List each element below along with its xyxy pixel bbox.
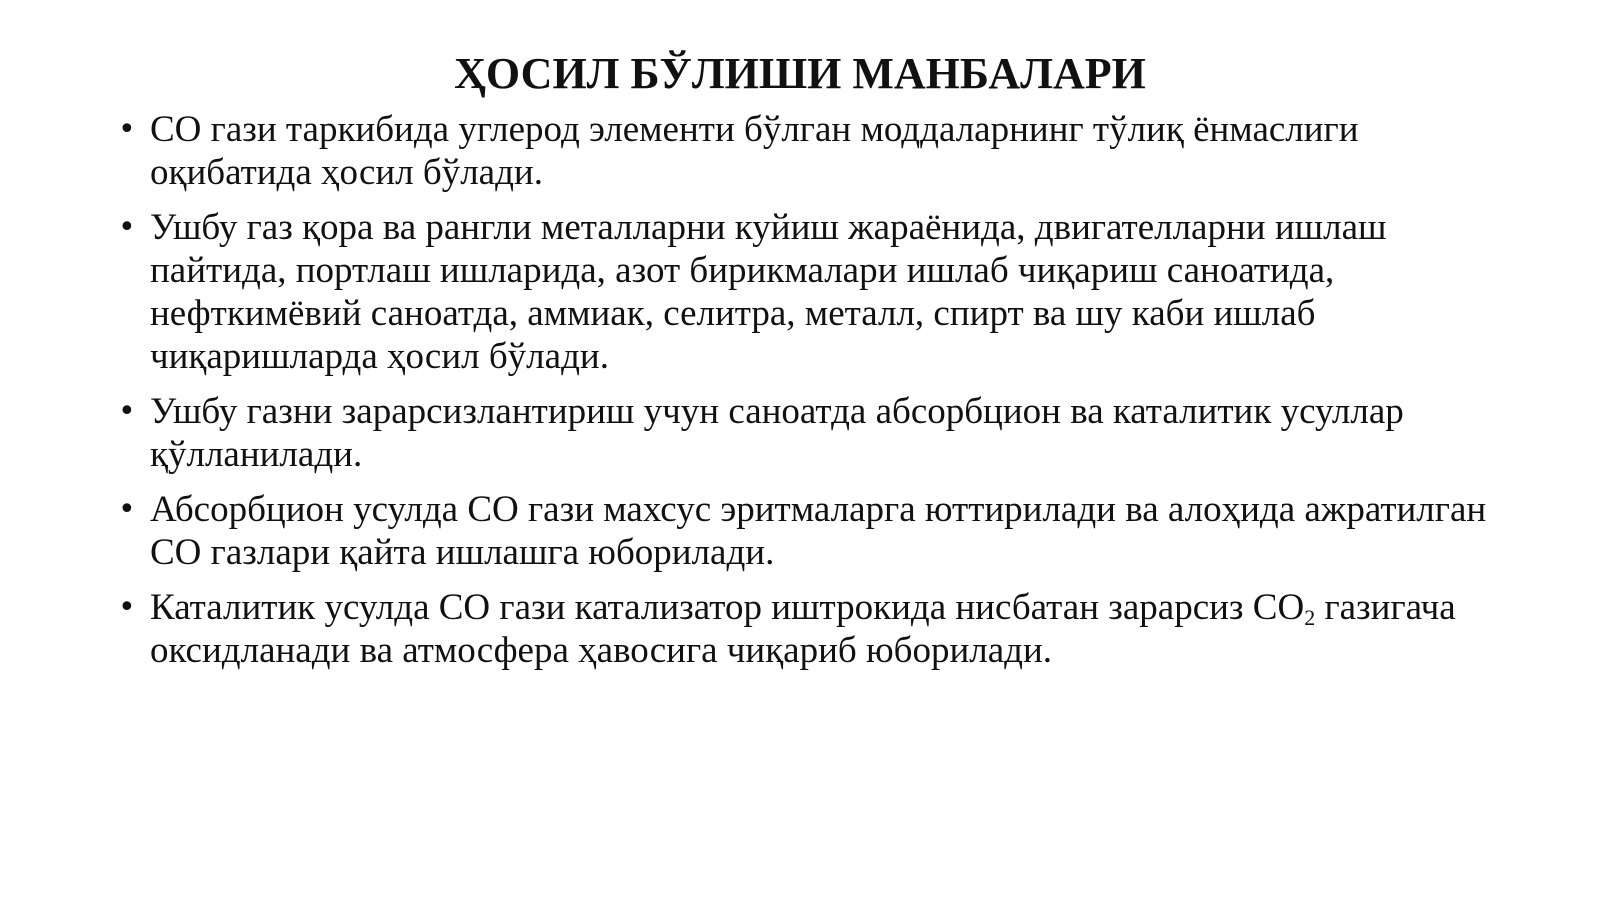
bullet-text: Ушбу газ қора ва рангли металларни куйиш жараёнида, двигателларни ишлаш пайтида, портлаш ишларида, азот бирикмалари ишлаб чиқариш саноатида, нефткимёвий саноатда, аммиак, селитра, металл, спирт ва шу каби ишлаб чиқаришларда ҳосил бўлади. (150, 207, 1387, 377)
list-item (118, 586, 1510, 672)
bullet-text (150, 586, 1510, 672)
list-item (118, 108, 1510, 194)
bullet-text-part: Каталитик усулда CO гази катализатор иштрокида нисбатан зарарсиз CO (150, 587, 1305, 628)
bullet-icon: • (118, 590, 136, 625)
bullet-icon: • (118, 210, 136, 245)
bullet-list (118, 108, 1510, 684)
list-item (118, 206, 1510, 378)
bullet-icon: • (118, 394, 136, 429)
bullet-text-part: газигача оксидланади ва атмосфера ҳавосига чиқариб юборилади. (150, 587, 1456, 671)
list-item (118, 488, 1510, 574)
bullet-icon: • (118, 112, 136, 147)
bullet-text: CO гази таркибида углерод элементи бўлган моддаларнинг тўлиқ ёнмаслиги оқибатида ҳосил бўлади. (150, 109, 1359, 193)
bullet-text: Ушбу газни зарарсизлантириш учун саноатда абсорбцион ва каталитик усуллар қўлланилади. (150, 391, 1404, 475)
subscript-two: 2 (1304, 605, 1316, 630)
bullet-icon: • (118, 492, 136, 527)
bullet-text: Абсорбцион усулда CO гази махсус эритмаларга юттирилади ва алоҳида ажратилган CO газлари қайта ишлашга юборилади. (150, 489, 1487, 573)
slide-title: ҲОСИЛ БЎЛИШИ МАНБАЛАРИ (454, 49, 1146, 98)
list-item (118, 390, 1510, 476)
